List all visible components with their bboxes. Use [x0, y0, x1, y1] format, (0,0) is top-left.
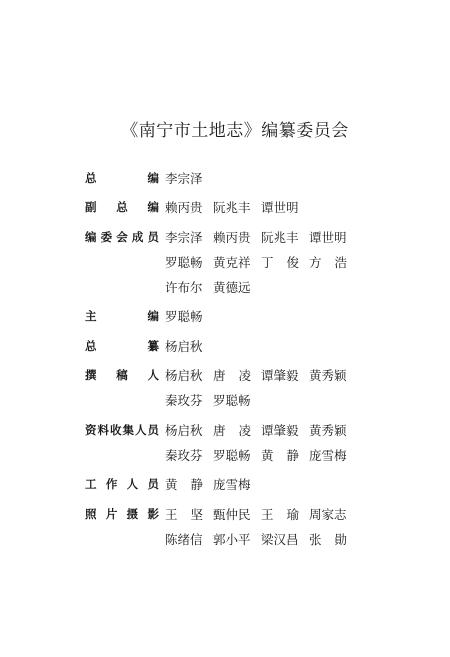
credit-name: 丁 俊: [261, 254, 299, 270]
credit-name: 秦玫芬: [165, 393, 203, 409]
credit-names: [165, 391, 261, 409]
credit-name: 李宗泽: [165, 170, 203, 186]
credit-names: [165, 337, 213, 355]
credit-name: 黄 静: [261, 447, 299, 463]
credit-name: 谭肇毅: [261, 368, 299, 384]
credit-name: 方 浩: [309, 254, 347, 270]
credit-role: 照 片 摄 影: [85, 506, 159, 521]
credit-row: [85, 196, 357, 220]
credit-name: 李宗泽: [165, 229, 203, 245]
page-title: 《南宁市土地志》编纂委员会: [121, 121, 349, 141]
credit-names: [165, 253, 357, 271]
credit-name: 杨启秋: [165, 338, 203, 354]
credit-name: 杨启秋: [165, 368, 203, 384]
credit-names: [165, 307, 213, 325]
credit-name: 赖丙贵: [165, 200, 203, 216]
credit-name: 郭小平: [213, 531, 251, 547]
credit-role: 副 总 编: [85, 200, 159, 215]
credit-names: [165, 530, 357, 548]
credit-row: [85, 250, 357, 274]
credit-name: 罗聪畅: [165, 309, 203, 325]
credit-name: 谭世明: [261, 200, 299, 216]
credit-names: [165, 198, 309, 216]
credit-name: 谭世明: [309, 229, 347, 245]
credit-name: 黄秀颖: [309, 422, 347, 438]
credit-row: [85, 418, 357, 442]
credit-row: [85, 364, 357, 388]
credit-role: 主 编: [85, 309, 159, 324]
credit-name: 赖丙贵: [213, 229, 251, 245]
credit-role: 总 纂: [85, 338, 159, 353]
credit-name: 谭肇毅: [261, 422, 299, 438]
credit-row: [85, 443, 357, 467]
credit-names: [165, 278, 261, 296]
credit-role: 总 编: [85, 170, 159, 185]
credit-name: 阮兆丰: [213, 200, 251, 216]
credit-role: 编 委 会 成 员: [85, 229, 159, 244]
credit-name: 黄德远: [213, 279, 251, 295]
credit-name: 黄克祥: [213, 254, 251, 270]
credit-role: 资 料 收 集 人 员: [85, 422, 159, 437]
credit-row: [85, 389, 357, 413]
credit-role: 撰 稿 人: [85, 368, 159, 383]
credit-name: 唐 凌: [213, 422, 251, 438]
credit-name: 黄 静: [165, 477, 203, 493]
credit-name: 罗聪畅: [213, 447, 251, 463]
credit-names: [165, 366, 357, 384]
credit-name: 阮兆丰: [261, 229, 299, 245]
credit-name: 许布尔: [165, 279, 203, 295]
credit-name: 秦玫芬: [165, 447, 203, 463]
credit-row: [85, 166, 357, 190]
credit-name: 梁汉昌: [261, 531, 299, 547]
credit-role: 工 作 人 员: [85, 477, 159, 492]
credit-name: 甄仲民: [213, 506, 251, 522]
credits-list: [85, 166, 357, 552]
credit-row: [85, 527, 357, 551]
credit-name: 王 瑜: [261, 506, 299, 522]
credit-row: [85, 305, 357, 329]
credit-name: 罗聪畅: [213, 393, 251, 409]
credit-name: 庞雪梅: [309, 447, 347, 463]
credit-row: [85, 473, 357, 497]
credit-name: 黄秀颖: [309, 368, 347, 384]
credit-names: [165, 446, 357, 464]
credit-name: 杨启秋: [165, 422, 203, 438]
credit-name: 陈绪信: [165, 531, 203, 547]
credit-name: 周家志: [309, 506, 347, 522]
credit-names: [165, 169, 213, 187]
credit-row: [85, 334, 357, 358]
credit-names: [165, 228, 357, 246]
credit-row: [85, 275, 357, 299]
credit-names: [165, 505, 357, 523]
credit-name: 王 坚: [165, 506, 203, 522]
credit-names: [165, 475, 261, 493]
credit-row: [85, 225, 357, 249]
credit-name: 唐 凌: [213, 368, 251, 384]
credit-name: 张 勛: [309, 531, 347, 547]
credit-row: [85, 502, 357, 526]
credit-names: [165, 421, 357, 439]
credit-name: 罗聪畅: [165, 254, 203, 270]
credit-name: 庞雪梅: [213, 477, 251, 493]
